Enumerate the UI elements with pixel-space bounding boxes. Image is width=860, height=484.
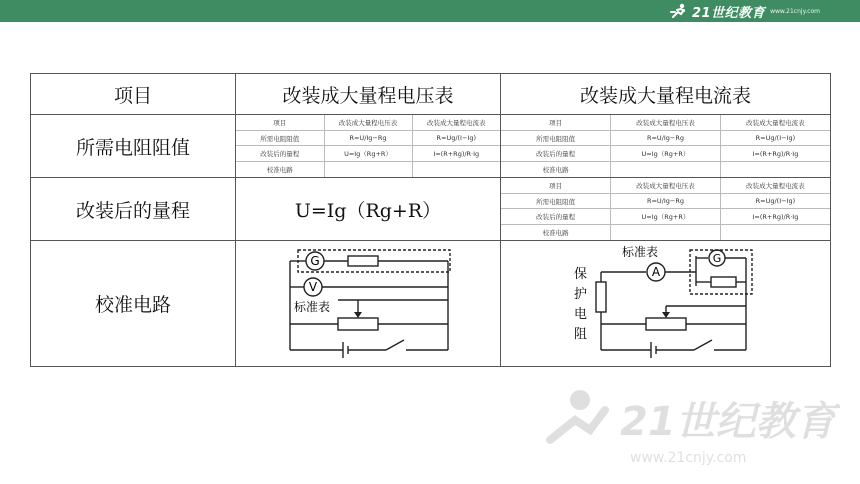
comparison-table bbox=[30, 73, 831, 367]
watermark-url: www.21cnjy.com bbox=[630, 450, 747, 466]
mini-cell: U=Ig（Rg+R） bbox=[611, 209, 721, 225]
mini-cell bbox=[611, 162, 721, 177]
watermark-text: 21世纪教育 bbox=[620, 399, 836, 445]
reference-mini-table bbox=[501, 178, 830, 240]
mini-table-cell-2 bbox=[501, 115, 831, 178]
mini-cell: R=U/Ig−Rg bbox=[324, 130, 412, 146]
mini-cell bbox=[720, 162, 830, 177]
mini-cell: 改装成大量程电压表 bbox=[611, 178, 721, 193]
protect-resistor-label-1: 保 bbox=[573, 266, 587, 282]
mini-table-cell-1 bbox=[236, 115, 501, 178]
mini-cell: R=Ug/(I−Ig) bbox=[720, 130, 830, 146]
standard-meter-label: 标准表 bbox=[621, 244, 658, 259]
voltmeter-range-formula: U=Ig（Rg+R） bbox=[236, 178, 501, 241]
mini-cell: 改装成大量程电流表 bbox=[412, 115, 500, 130]
mini-cell bbox=[611, 225, 721, 240]
ammeter-symbol: A bbox=[651, 264, 660, 279]
mini-cell: 改装成大量程电流表 bbox=[720, 115, 830, 130]
mini-cell: I=(R+Rg)/R·Ig bbox=[412, 146, 500, 162]
top-banner bbox=[0, 0, 860, 22]
galvanometer-symbol: G bbox=[310, 253, 320, 268]
row-label-range: 改装后的量程 bbox=[31, 178, 236, 241]
logo-url: www.21cnjy.com bbox=[770, 7, 820, 15]
mini-table-cell-3 bbox=[501, 178, 831, 241]
runner-icon bbox=[669, 3, 689, 19]
row-label-calibration: 校准电路 bbox=[31, 241, 236, 367]
table-row bbox=[31, 178, 831, 241]
mini-cell bbox=[324, 162, 412, 177]
voltmeter-calibration-circuit bbox=[268, 242, 468, 362]
standard-meter-label: 标准表 bbox=[294, 299, 331, 314]
table-header-row bbox=[31, 74, 831, 115]
reference-mini-table bbox=[236, 115, 500, 177]
mini-cell: I=(R+Rg)/R·Ig bbox=[720, 209, 830, 225]
protect-resistor-label-3: 电 bbox=[573, 306, 587, 322]
protect-resistor-label-4: 阻 bbox=[573, 326, 587, 342]
table-row bbox=[31, 241, 831, 367]
voltmeter-symbol: V bbox=[308, 279, 318, 294]
mini-cell: 项目 bbox=[501, 178, 611, 193]
brand-logo bbox=[669, 2, 820, 20]
logo-text: 21世纪教育 bbox=[692, 5, 766, 21]
mini-cell: 改装后的量程 bbox=[501, 146, 611, 162]
mini-cell: R=U/Ig−Rg bbox=[611, 193, 721, 209]
mini-cell: 改装成大量程电流表 bbox=[720, 178, 830, 193]
mini-cell: 项目 bbox=[236, 115, 324, 130]
row-label-resistance: 所需电阻阻值 bbox=[31, 115, 236, 178]
ammeter-calibration-circuit bbox=[566, 242, 766, 362]
mini-cell: I=(R+Rg)/R·Ig bbox=[720, 146, 830, 162]
mini-cell: 校准电路 bbox=[542, 229, 569, 238]
mini-cell: R=Ug/(I−Ig) bbox=[412, 130, 500, 146]
mini-cell: 项目 bbox=[501, 115, 611, 130]
reference-mini-table bbox=[501, 115, 830, 177]
protect-resistor-label-2: 护 bbox=[573, 286, 587, 302]
ammeter-circuit-cell bbox=[501, 241, 831, 367]
brand-watermark bbox=[540, 380, 840, 470]
header-voltmeter: 改装成大量程电压表 bbox=[236, 74, 501, 115]
mini-cell: 所需电阻阻值 bbox=[501, 193, 611, 209]
mini-cell: R=U/Ig−Rg bbox=[611, 130, 721, 146]
mini-cell: 校准电路 bbox=[266, 166, 293, 175]
mini-cell: 改装成大量程电压表 bbox=[611, 115, 721, 130]
mini-cell: 所需电阻阻值 bbox=[501, 130, 611, 146]
header-ammeter: 改装成大量程电流表 bbox=[501, 74, 831, 115]
table-row bbox=[31, 115, 831, 178]
mini-cell: U=Ig（Rg+R） bbox=[611, 146, 721, 162]
mini-cell: 改装成大量程电压表 bbox=[324, 115, 412, 130]
voltmeter-circuit-cell bbox=[236, 241, 501, 367]
galvanometer-symbol: G bbox=[712, 251, 721, 265]
header-item: 项目 bbox=[31, 74, 236, 115]
mini-cell: R=Ug/(I−Ig) bbox=[720, 193, 830, 209]
mini-cell bbox=[720, 225, 830, 240]
mini-cell: U=Ig（Rg+R） bbox=[324, 146, 412, 162]
mini-cell: 所需电阻阻值 bbox=[236, 130, 324, 146]
mini-cell bbox=[412, 162, 500, 177]
mini-cell: 改装后的量程 bbox=[236, 146, 324, 162]
mini-cell: 校准电路 bbox=[542, 166, 569, 175]
mini-cell: 改装后的量程 bbox=[501, 209, 611, 225]
